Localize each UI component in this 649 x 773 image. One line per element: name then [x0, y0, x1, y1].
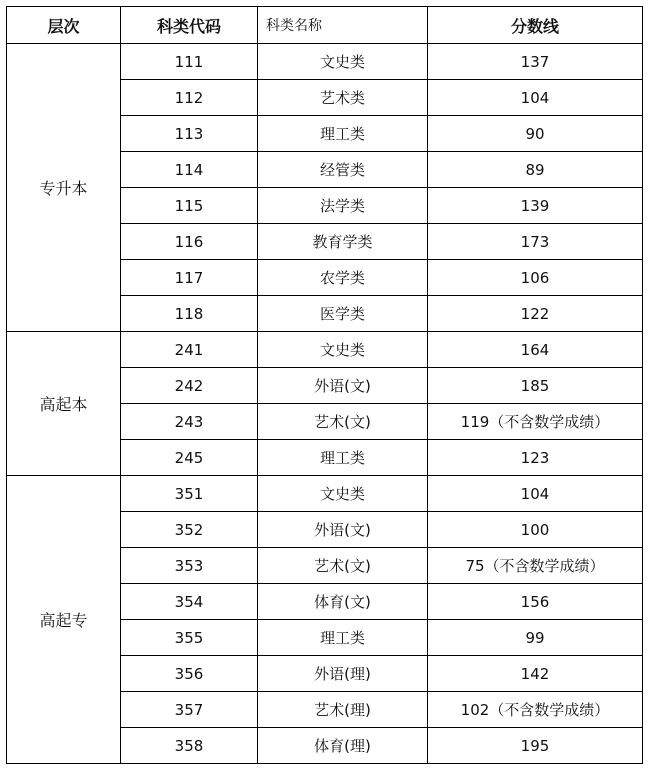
score-cell: 142: [428, 656, 643, 692]
score-cell: 119（不含数学成绩）: [428, 404, 643, 440]
code-cell: 356: [121, 656, 258, 692]
name-cell: 文史类: [258, 332, 428, 368]
score-cell: 104: [428, 80, 643, 116]
code-cell: 354: [121, 584, 258, 620]
code-cell: 245: [121, 440, 258, 476]
score-cell: 99: [428, 620, 643, 656]
name-cell: 艺术(理): [258, 692, 428, 728]
code-cell: 115: [121, 188, 258, 224]
name-cell: 理工类: [258, 116, 428, 152]
name-cell: 外语(理): [258, 656, 428, 692]
name-cell: 理工类: [258, 440, 428, 476]
name-cell: 医学类: [258, 296, 428, 332]
score-cell: 104: [428, 476, 643, 512]
score-cell: 106: [428, 260, 643, 296]
table-row: [7, 476, 643, 512]
name-cell: 体育(文): [258, 584, 428, 620]
table-row: [7, 332, 643, 368]
name-cell: 体育(理): [258, 728, 428, 764]
code-cell: 117: [121, 260, 258, 296]
score-cell: 173: [428, 224, 643, 260]
header-row: [7, 7, 643, 44]
score-cell: 122: [428, 296, 643, 332]
score-cell: 137: [428, 44, 643, 80]
name-cell: 艺术类: [258, 80, 428, 116]
score-cell: 102（不含数学成绩）: [428, 692, 643, 728]
name-cell: 艺术(文): [258, 548, 428, 584]
code-cell: 118: [121, 296, 258, 332]
score-cell: 164: [428, 332, 643, 368]
code-cell: 116: [121, 224, 258, 260]
score-cell: 100: [428, 512, 643, 548]
code-cell: 355: [121, 620, 258, 656]
code-cell: 353: [121, 548, 258, 584]
header-name: 科类名称: [258, 7, 428, 44]
header-level: 层次: [7, 7, 121, 44]
code-cell: 242: [121, 368, 258, 404]
code-cell: 243: [121, 404, 258, 440]
level-cell: 专升本: [7, 44, 121, 332]
score-cell: 139: [428, 188, 643, 224]
score-table: [6, 6, 643, 764]
code-cell: 352: [121, 512, 258, 548]
code-cell: 358: [121, 728, 258, 764]
header-code: 科类代码: [121, 7, 258, 44]
code-cell: 112: [121, 80, 258, 116]
name-cell: 教育学类: [258, 224, 428, 260]
score-table-container: [6, 6, 643, 764]
header-score: 分数线: [428, 7, 643, 44]
score-cell: 195: [428, 728, 643, 764]
level-cell: 高起本: [7, 332, 121, 476]
code-cell: 351: [121, 476, 258, 512]
score-cell: 89: [428, 152, 643, 188]
score-cell: 75（不含数学成绩）: [428, 548, 643, 584]
code-cell: 241: [121, 332, 258, 368]
name-cell: 艺术(文): [258, 404, 428, 440]
code-cell: 113: [121, 116, 258, 152]
level-cell: 高起专: [7, 476, 121, 764]
score-cell: 90: [428, 116, 643, 152]
name-cell: 外语(文): [258, 512, 428, 548]
score-cell: 156: [428, 584, 643, 620]
name-cell: 农学类: [258, 260, 428, 296]
code-cell: 114: [121, 152, 258, 188]
name-cell: 法学类: [258, 188, 428, 224]
name-cell: 经管类: [258, 152, 428, 188]
name-cell: 文史类: [258, 476, 428, 512]
table-row: [7, 44, 643, 80]
score-cell: 185: [428, 368, 643, 404]
name-cell: 外语(文): [258, 368, 428, 404]
score-cell: 123: [428, 440, 643, 476]
table-body: [7, 44, 643, 764]
name-cell: 文史类: [258, 44, 428, 80]
code-cell: 111: [121, 44, 258, 80]
name-cell: 理工类: [258, 620, 428, 656]
code-cell: 357: [121, 692, 258, 728]
